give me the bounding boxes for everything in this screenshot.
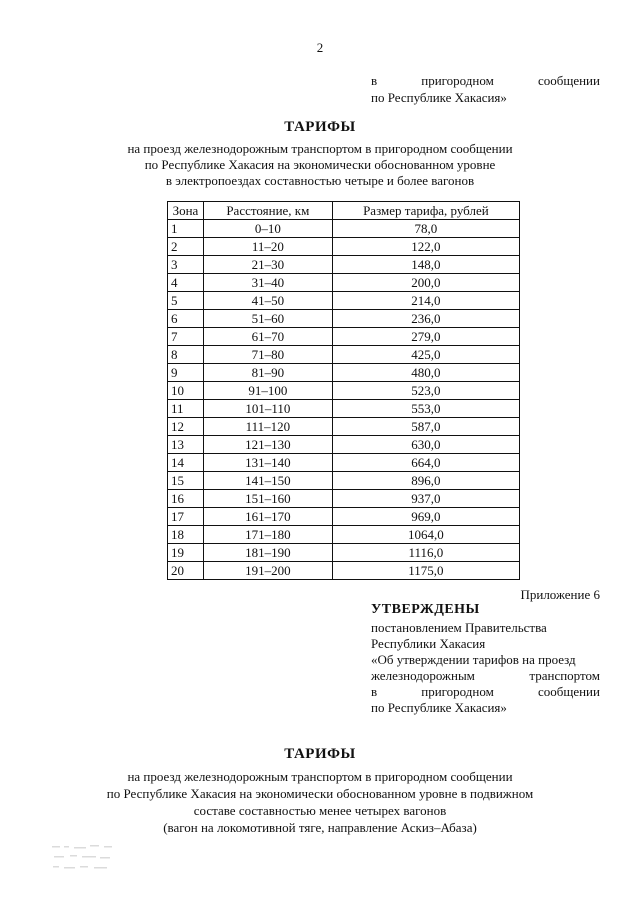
distance-cell: 71–80 [203,346,332,364]
distance-cell: 91–100 [203,382,332,400]
table2-title: ТАРИФЫ [284,746,356,762]
table-row [168,526,520,544]
table-row [168,346,520,364]
rate-cell: 425,0 [332,346,519,364]
word: сообщении [537,73,600,88]
tariff-table [167,201,520,580]
table-row [168,274,520,292]
table-row [168,310,520,328]
distance-cell: 181–190 [203,544,332,562]
distance-cell: 141–150 [203,472,332,490]
rate-cell: 896,0 [332,472,519,490]
rate-cell: 587,0 [332,418,519,436]
distance-cell: 131–140 [203,454,332,472]
table-row [168,364,520,382]
rate-cell: 937,0 [332,490,519,508]
distance-cell: 31–40 [203,274,332,292]
distance-cell: 111–120 [203,418,332,436]
zone-cell: 16 [168,490,204,508]
table-row [168,238,520,256]
zone-cell: 17 [168,508,204,526]
distance-cell: 61–70 [203,328,332,346]
approval-line: Республики Хакасия [371,636,486,652]
rate-cell: 200,0 [332,274,519,292]
distance-cell: 21–30 [203,256,332,274]
zone-cell: 8 [168,346,204,364]
table-row [168,508,520,526]
header-rate: Размер тарифа, рублей [332,202,519,220]
rate-cell: 630,0 [332,436,519,454]
word: пригородном [421,684,494,700]
zone-cell: 11 [168,400,204,418]
distance-cell: 191–200 [203,562,332,580]
table-header-row [168,202,520,220]
zone-cell: 19 [168,544,204,562]
rate-cell: 523,0 [332,382,519,400]
rate-cell: 969,0 [332,508,519,526]
zone-cell: 3 [168,256,204,274]
zone-cell: 12 [168,418,204,436]
word: сообщении [537,684,600,700]
zone-cell: 15 [168,472,204,490]
distance-cell: 41–50 [203,292,332,310]
rate-cell: 1175,0 [332,562,519,580]
word: пригородном [421,73,494,88]
zone-cell: 1 [168,220,204,238]
distance-cell: 81–90 [203,364,332,382]
rate-cell: 148,0 [332,256,519,274]
distance-cell: 121–130 [203,436,332,454]
table1-subtitle-line: в электропоездах составностью четыре и более вагонов [165,172,475,188]
word: железнодорожным [371,668,475,684]
approval-block [371,601,600,716]
word: в [371,684,378,700]
distance-cell: 151–160 [203,490,332,508]
table1-subtitle-line: на проезд железнодорожным транспортом в пригородном сообщении [127,140,513,156]
table-row [168,328,520,346]
table2-heading [0,745,640,836]
zone-cell: 20 [168,562,204,580]
distance-cell: 101–110 [203,400,332,418]
rate-cell: 480,0 [332,364,519,382]
header-zone: Зона [168,202,204,220]
approval-line: по Республике Хакасия» [371,700,507,716]
zone-cell: 5 [168,292,204,310]
table2-subtitle-line: составе составностью менее четырех вагонов [193,802,447,818]
table-row [168,544,520,562]
rate-cell: 664,0 [332,454,519,472]
zone-cell: 6 [168,310,204,328]
table1-subtitle-line: по Республике Хакасия на экономически обоснованном уровне [144,156,496,172]
zone-cell: 7 [168,328,204,346]
zone-cell: 10 [168,382,204,400]
zone-cell: 14 [168,454,204,472]
table-row [168,472,520,490]
table-row [168,490,520,508]
rate-cell: 122,0 [332,238,519,256]
approval-line: постановлением Правительства [371,620,547,636]
header-continuation-line-1 [371,73,600,90]
table-row [168,562,520,580]
distance-cell: 161–170 [203,508,332,526]
distance-cell: 0–10 [203,220,332,238]
approval-line [371,668,600,684]
distance-cell: 11–20 [203,238,332,256]
rate-cell: 1064,0 [332,526,519,544]
rate-cell: 236,0 [332,310,519,328]
rate-cell: 553,0 [332,400,519,418]
tariff-table-body [168,220,520,580]
table-row [168,418,520,436]
zone-cell: 4 [168,274,204,292]
table-row [168,400,520,418]
zone-cell: 2 [168,238,204,256]
table-row [168,256,520,274]
distance-cell: 51–60 [203,310,332,328]
table-row [168,454,520,472]
appendix-label: Приложение 6 [520,587,600,602]
table1-title: ТАРИФЫ [284,119,356,135]
word: в [371,73,378,88]
table2-subtitle-line: на проезд железнодорожным транспортом в пригородном сообщении [127,768,513,784]
approval-line [371,684,600,700]
rate-cell: 279,0 [332,328,519,346]
word: транспортом [529,668,600,684]
header-continuation-line-2: по Республике Хакасия» [371,89,507,105]
rate-cell: 1116,0 [332,544,519,562]
table-row [168,292,520,310]
faint-stamp-mark [50,842,116,876]
approval-title: УТВЕРЖДЕНЫ [371,602,480,617]
header-distance: Расстояние, км [203,202,332,220]
zone-cell: 13 [168,436,204,454]
table-row [168,382,520,400]
rate-cell: 78,0 [332,220,519,238]
approval-line: «Об утверждении тарифов на проезд [371,652,576,668]
header-continuation [371,73,600,107]
page-number: 2 [316,40,324,55]
zone-cell: 18 [168,526,204,544]
table1-heading [0,118,640,189]
distance-cell: 171–180 [203,526,332,544]
table-row [168,436,520,454]
rate-cell: 214,0 [332,292,519,310]
table2-subtitle-line: по Республике Хакасия на экономически обоснованном уровне в подвижном [106,785,534,801]
zone-cell: 9 [168,364,204,382]
table-row [168,220,520,238]
table2-subtitle-line: (вагон на локомотивной тяге, направление Аскиз–Абаза) [163,819,477,835]
